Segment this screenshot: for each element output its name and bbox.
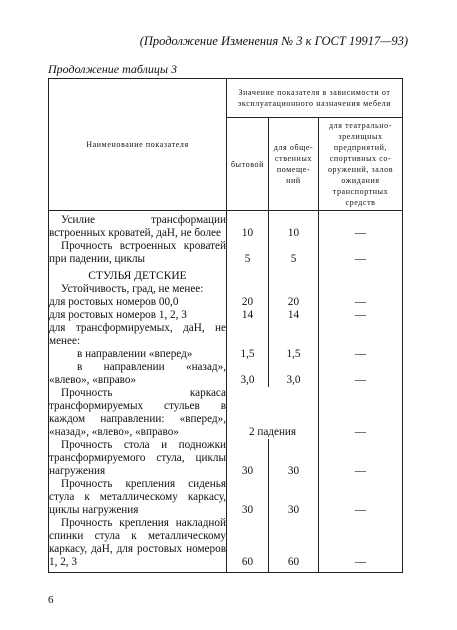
cell-public: 3,0 — [269, 361, 319, 387]
cell-public: 10 — [269, 211, 319, 241]
indicators-table — [48, 78, 403, 573]
cell-household: 14 — [227, 309, 269, 322]
cell-household: 30 — [227, 439, 269, 478]
cell-theatre: — — [319, 517, 403, 573]
table-row — [49, 240, 403, 266]
row-label: Прочность крепления накладной спинки стула к металлическому каркасу, даН, для ростовых номеров 1, 2, 3 — [49, 517, 227, 573]
cell-theatre: — — [319, 387, 403, 439]
cell-theatre: — — [319, 439, 403, 478]
cell-theatre: — — [319, 296, 403, 309]
table-row — [49, 296, 403, 309]
cell-household: 30 — [227, 478, 269, 517]
row-label: для ростовых номеров 1, 2, 3 — [49, 309, 227, 322]
table-row — [49, 211, 403, 241]
cell-theatre: — — [319, 478, 403, 517]
column-header-group: Значение показателя в зависимости от эксплуатационного назначения мебели — [227, 79, 403, 118]
row-label: Прочность крепления сиденья стула к металлическому каркасу, циклы нагружения — [49, 478, 226, 516]
table-row — [49, 322, 403, 348]
column-header-public: для обще-ственных помеще-ний — [269, 118, 319, 211]
cell-theatre: — — [319, 309, 403, 322]
row-label: Устойчивость, град, не менее: — [49, 283, 227, 296]
column-header-theatre: для театрально-зрелищных предприятий, спортивных со-оружений, залов ожидания транспортных средств — [319, 118, 403, 211]
row-label: Прочность стола и подножки трансформируемого стула, циклы нагружения — [49, 439, 226, 477]
cell-theatre: — — [319, 240, 403, 266]
cell-public: 1,5 — [269, 348, 319, 361]
table-row — [49, 361, 403, 387]
cell-household: 20 — [227, 296, 269, 309]
table-row — [49, 309, 403, 322]
table-row — [49, 283, 403, 296]
table-row — [49, 439, 403, 478]
cell-public: 30 — [269, 478, 319, 517]
row-label: Прочность встроенных кроватей при падении, циклы — [49, 240, 226, 265]
section-title: СТУЛЬЯ ДЕТСКИЕ — [49, 266, 227, 283]
cell-theatre: — — [319, 211, 403, 241]
cell-theatre: — — [319, 361, 403, 387]
cell-public: 5 — [269, 240, 319, 266]
row-label: в направлении «вперед» — [49, 348, 227, 361]
cell-public: 14 — [269, 309, 319, 322]
table-row — [49, 387, 403, 439]
cell-household: 1,5 — [227, 348, 269, 361]
row-label: в направлении «назад», «влево», «вправо» — [49, 361, 226, 386]
section-row — [49, 266, 403, 283]
column-header-household: бытовой — [227, 118, 269, 211]
row-label: Прочность каркаса трансформируемых стульев в каждом направлении: «вперед», «назад», «влево», «вправо» — [49, 387, 226, 438]
cell-household: 10 — [227, 211, 269, 241]
cell-household: 3,0 — [227, 361, 269, 387]
cell-household: 60 — [227, 517, 269, 573]
cell-theatre: — — [319, 348, 403, 361]
page-number: 6 — [48, 594, 54, 606]
cell-public: 60 — [269, 517, 319, 573]
row-label: для ростовых номеров 00,0 — [49, 296, 227, 309]
table-continuation-label: Продолжение таблицы 3 — [48, 62, 178, 76]
column-header-name: Наименование показателя — [49, 79, 227, 211]
cell-household: 5 — [227, 240, 269, 266]
row-label: для трансформируемых, даН, не менее: — [49, 322, 226, 347]
continuation-header: (Продолжение Изменения № 3 к ГОСТ 19917—93) — [139, 34, 408, 48]
cell-household-public: 2 падения — [227, 387, 319, 439]
row-label: Усилие трансформации встроенных кроватей, даН, не более — [49, 211, 227, 241]
cell-public: 20 — [269, 296, 319, 309]
table-row — [49, 517, 403, 573]
cell-public: 30 — [269, 439, 319, 478]
table-row — [49, 348, 403, 361]
table-row — [49, 478, 403, 517]
